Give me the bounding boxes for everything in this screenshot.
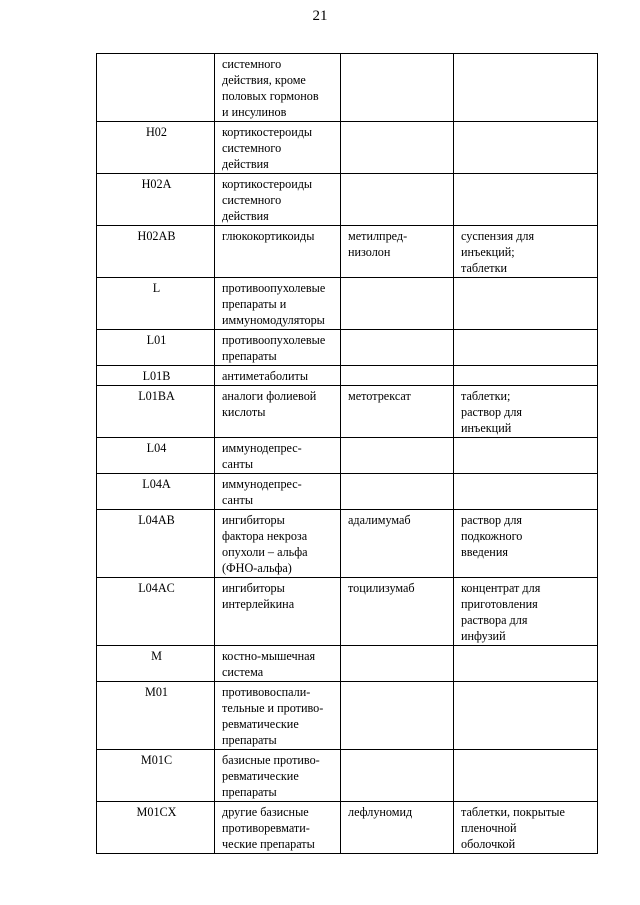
table-row (97, 682, 598, 750)
substance-cell (341, 750, 454, 802)
atc-code-cell: M01 (97, 682, 215, 750)
group-name-cell: антиметаболиты (215, 366, 341, 386)
table-row (97, 278, 598, 330)
table-row (97, 438, 598, 474)
dosage-form-cell (454, 330, 598, 366)
table-row (97, 750, 598, 802)
dosage-form-cell (454, 646, 598, 682)
substance-cell (341, 54, 454, 122)
dosage-form-cell: таблетки, покрытые пленочной оболочкой (454, 802, 598, 854)
group-name-cell: кортикостероиды системного действия (215, 122, 341, 174)
substance-cell: метотрексат (341, 386, 454, 438)
dosage-form-cell (454, 438, 598, 474)
substance-cell (341, 330, 454, 366)
group-name-cell: аналоги фолиевой кислоты (215, 386, 341, 438)
dosage-form-cell (454, 366, 598, 386)
group-name-cell: костно-мышечная система (215, 646, 341, 682)
page-number: 21 (312, 8, 328, 24)
dosage-form-cell (454, 750, 598, 802)
substance-cell: тоцилизумаб (341, 578, 454, 646)
group-name-cell: иммунодепрес- санты (215, 438, 341, 474)
substance-cell: адалимумаб (341, 510, 454, 578)
atc-code-cell: M01CX (97, 802, 215, 854)
substance-cell (341, 646, 454, 682)
atc-code-cell: H02 (97, 122, 215, 174)
atc-code-cell: M01C (97, 750, 215, 802)
group-name-cell: противоопухолевые препараты (215, 330, 341, 366)
substance-cell (341, 278, 454, 330)
group-name-cell: системного действия, кроме половых гормонов и инсулинов (215, 54, 341, 122)
group-name-cell: иммунодепрес- санты (215, 474, 341, 510)
substance-cell (341, 122, 454, 174)
atc-code-cell: L01B (97, 366, 215, 386)
dosage-form-cell (454, 278, 598, 330)
substance-cell (341, 474, 454, 510)
substance-cell: лефлуномид (341, 802, 454, 854)
table-row (97, 578, 598, 646)
atc-code-cell: L04AC (97, 578, 215, 646)
table-row (97, 802, 598, 854)
substance-cell (341, 438, 454, 474)
group-name-cell: кортикостероиды системного действия (215, 174, 341, 226)
atc-code-cell: L (97, 278, 215, 330)
group-name-cell: ингибиторы фактора некроза опухоли – альфа (ФНО-альфа) (215, 510, 341, 578)
table-row (97, 54, 598, 122)
substance-cell: метилпред- низолон (341, 226, 454, 278)
table-row (97, 122, 598, 174)
group-name-cell: противоопухолевые препараты и иммуномодуляторы (215, 278, 341, 330)
dosage-form-cell: суспензия для инъекций; таблетки (454, 226, 598, 278)
substance-cell (341, 174, 454, 226)
group-name-cell: глюкокортикоиды (215, 226, 341, 278)
dosage-form-cell (454, 682, 598, 750)
group-name-cell: ингибиторы интерлейкина (215, 578, 341, 646)
dosage-form-cell: концентрат для приготовления раствора для инфузий (454, 578, 598, 646)
table-body (97, 54, 598, 854)
table-row (97, 330, 598, 366)
atc-code-cell: H02AB (97, 226, 215, 278)
atc-code-cell (97, 54, 215, 122)
group-name-cell: базисные противо- ревматические препараты (215, 750, 341, 802)
substance-cell (341, 682, 454, 750)
dosage-form-cell (454, 174, 598, 226)
dosage-form-cell (454, 474, 598, 510)
table-row (97, 226, 598, 278)
atc-code-cell: H02A (97, 174, 215, 226)
group-name-cell: противовоспали- тельные и противо- ревматические препараты (215, 682, 341, 750)
dosage-form-cell (454, 122, 598, 174)
dosage-form-cell: таблетки; раствор для инъекций (454, 386, 598, 438)
atc-code-cell: M (97, 646, 215, 682)
medication-table (96, 53, 598, 854)
table-row (97, 366, 598, 386)
dosage-form-cell: раствор для подкожного введения (454, 510, 598, 578)
atc-code-cell: L04 (97, 438, 215, 474)
atc-code-cell: L04A (97, 474, 215, 510)
table-row (97, 174, 598, 226)
dosage-form-cell (454, 54, 598, 122)
substance-cell (341, 366, 454, 386)
table-row (97, 646, 598, 682)
atc-code-cell: L01BA (97, 386, 215, 438)
atc-code-cell: L04AB (97, 510, 215, 578)
table-row (97, 386, 598, 438)
table-row (97, 510, 598, 578)
table-row (97, 474, 598, 510)
group-name-cell: другие базисные противоревмати- ческие препараты (215, 802, 341, 854)
atc-code-cell: L01 (97, 330, 215, 366)
